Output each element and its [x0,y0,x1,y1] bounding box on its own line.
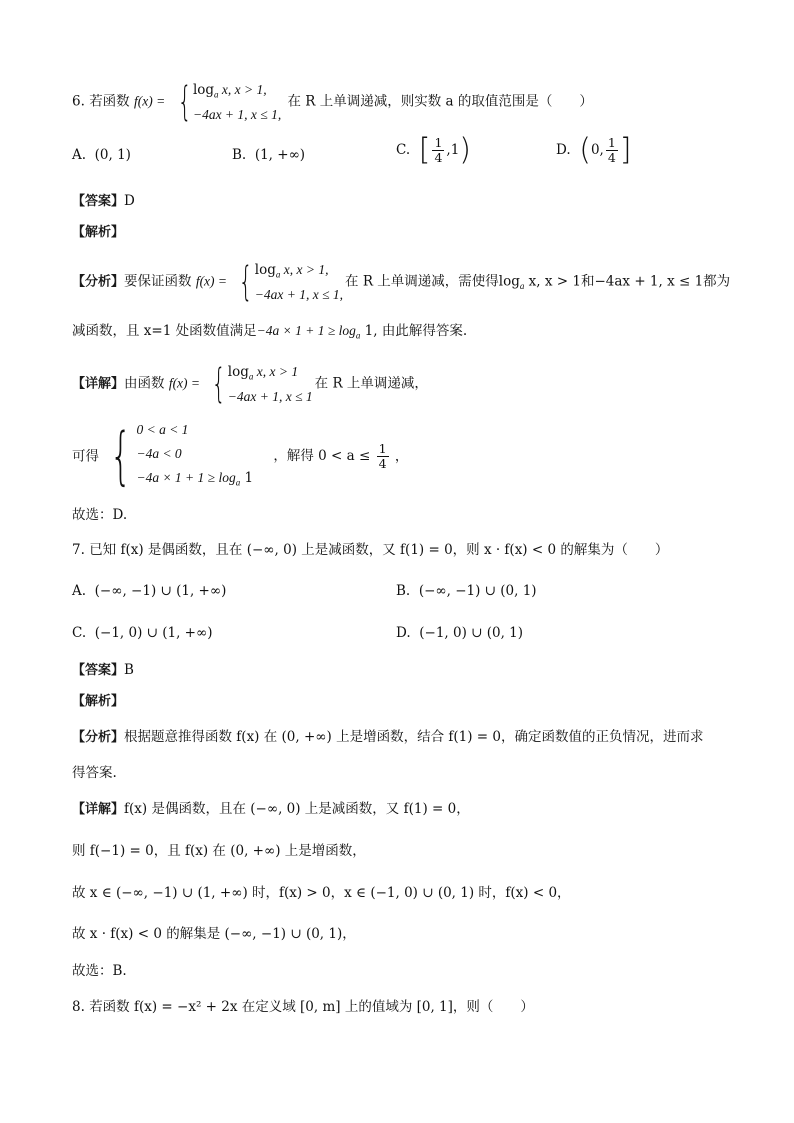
q7-fenxi-line2: 得答案. [72,765,117,781]
q7-fenxi: 【分析】根据题意推得函数 f(x) 在 (0, +∞) 上是增函数，结合 f(1) = 0，确定函数值的正负情况，进而求 [72,729,704,745]
q6-option-a: A. (0, 1) [72,147,131,163]
q6-frac-d: $\frac{1}{4}$ [607,135,616,165]
q6-case1: $\log_a x$, x > 1, [192,82,267,100]
q8-stem: 8. 若函数 f(x) = −x² + 2x 在定义域 [0, m] 上的值域为 [0, 1]，则（ ） [72,999,534,1015]
q7-detail: 【详解】f(x) 是偶函数，且在 (−∞, 0) 上是减函数，又 f(1) = 0， [72,801,470,817]
q6-detail: 【详解】由函数 f(x) = { $\log_a x$, x > 1 −4ax + 1, x ≤ 1 在 R 上单调递减， [72,360,428,407]
q7-choose: 故选：B. [72,963,127,979]
q7-option-c: C. (−1, 0) ∪ (1, +∞) [72,625,213,641]
q6-option-b: B. (1, +∞) [232,147,306,163]
q6-stem [72,80,593,124]
q6-frac-c: $\frac{1}{4}$ [434,135,443,165]
q7-stem: 7. 已知 f(x) 是偶函数，且在 (−∞, 0) 上是减函数，又 f(1) = 0，则 x · f(x) < 0 的解集为（ ） [72,542,669,558]
q6-number: 6. [72,93,85,110]
q6-stem-post: 在 R 上单调递减，则实数 a 的取值范围是（ ） [287,93,593,110]
q7-option-d: D. (−1, 0) ∪ (0, 1) [396,625,524,641]
q6-fx: f(x) = [133,93,166,109]
q7-detail-line4: 故 x · f(x) < 0 的解集是 (−∞, −1) ∪ (0, 1)， [72,926,356,942]
q6-piecewise: { $\log_a x$, x > 1, −4ax + 1, x ≤ 1, [177,78,282,125]
q6-stem-pre: 若函数 [89,93,130,110]
q6-choose: 故选：D. [72,507,128,523]
q6-option-c: C. [ $\frac{1}{4}$ ,1) [396,132,472,168]
q6-option-d: D. (0, $\frac{1}{4}$ ] [556,132,632,168]
q6-case2: −4ax + 1, x ≤ 1, [192,106,282,122]
q7-option-b: B. (−∞, −1) ∪ (0, 1) [396,583,537,599]
q6-analysis-tag: 【解析】 [72,225,125,240]
q7-analysis-tag: 【解析】 [72,694,125,709]
q7-detail-line3: 故 x ∈ (−∞, −1) ∪ (1, +∞) 时，f(x) > 0，x ∈ (−1, 0) ∪ (0, 1) 时，f(x) < 0， [72,885,571,901]
q7-option-a: A. (−∞, −1) ∪ (1, +∞) [72,583,227,599]
q6-solve-frac: $\frac{1}{4}$ [378,440,387,471]
q6-system: 可得 { 0 < a < 1 −4a < 0 $-4a \times 1 + 1 \ge \log_a 1$ ，解得 0 < a ≤ $\frac{1}{4}$ ， [72,419,409,493]
q7-answer: 【答案】B [72,662,134,678]
q6-fenxi: 【分析】要保证函数 f(x) = { $\log_a x$, x > 1, −4ax + 1, x ≤ 1, 在 R 上单调递减，需使得$\log_a x$, x > 1和−4ax + 1, x ≤ 1都为 [72,258,731,305]
q7-detail-line2: 则 f(−1) = 0，且 f(x) 在 (0, +∞) 上是增函数， [72,843,366,859]
q6-fenxi-line2: 减函数，且 x=1 处函数值满足$-4a \times 1 + 1 \ge \log_a 1$, 由此解得答案. [72,323,468,341]
q6-answer: 【答案】D [72,193,135,209]
